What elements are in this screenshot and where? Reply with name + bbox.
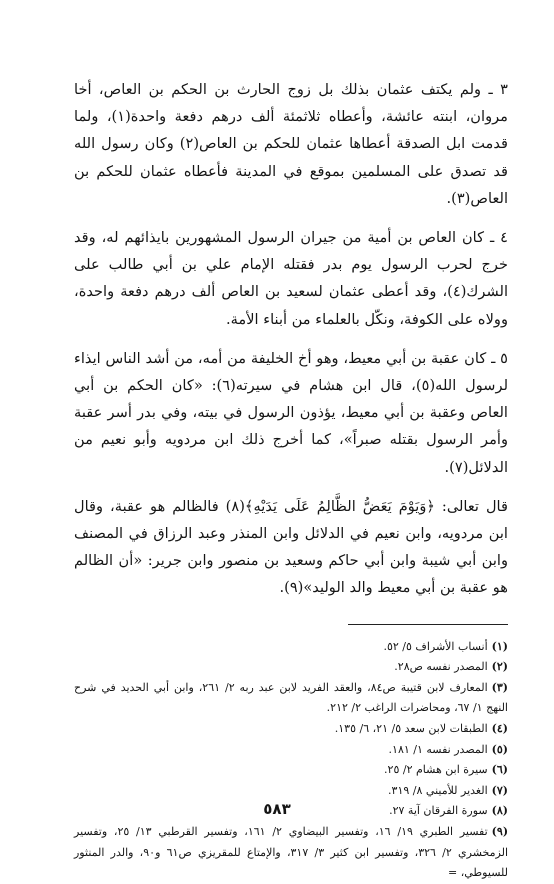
footnote xyxy=(74,657,508,678)
footnote-number: (٣) xyxy=(491,680,508,694)
footnote-number: (١) xyxy=(491,639,508,653)
footnote-number: (٢) xyxy=(491,660,508,674)
footnote xyxy=(74,822,508,884)
footnote-text: الطبقات لابن سعد ٥/ ٢١، ٦/ ١٣٥. xyxy=(334,722,488,736)
paragraph-5: ٥ ـ كان عقبة بن أبي معيط، وهو أخ الخليفة من أمه، من أشد الناس ايذاء لرسول الله(٥)، قال ابن هشام في سيرته(٦): «كان الحكم بن أبي العاص وعقبة بن أبي معيط، يؤذون الرسول في بيته، وفي بدر أسر عقبة وأمر الرسول بقتله صبراً»، كما أخرج ذلك ابن مردويه وأبو نعيم من الدلائل(٧). xyxy=(74,349,509,476)
footnote-text: أنساب الأشراف ٥/ ٥٢. xyxy=(383,639,488,653)
footnote-number: (٩) xyxy=(491,825,509,838)
footnote xyxy=(74,719,508,740)
footnote-text: تفسير الطبري ١٩/ ١٦، وتفسير البيضاوي ٢/ ١٦١، وتفسير القرطبي ١٣/ ٢٥، وتفسير الزمخشري ٢/ ٣٢٦، وتفسير ابن كثير ٣/ ٣١٧، والإمتاع للمقريزي ص٦١ و٩٠، والدر المنثور للسيوطي، = xyxy=(74,825,509,880)
footnote-number: (٨) xyxy=(491,804,508,818)
footnote xyxy=(74,760,508,781)
footnote xyxy=(74,740,508,761)
footnote-text: المصدر نفسه ص٢٨. xyxy=(394,660,488,674)
footnote-text: سيرة ابن هشام ٢/ ٢٥. xyxy=(384,763,488,777)
footnote-text: المعارف لابن قتيبة ص٨٤، والعقد الفريد لابن عبد ربه ٢/ ٢٦١، وابن أبي الحديد في شرح النهج ١/ ٦٧، ومحاضرات الراغب ٢/ ٢١٢. xyxy=(74,680,508,715)
paragraph-quran-quote: قال تعالى: ﴿وَيَوْمَ يَعَضُّ الظَّالِمُ عَلَى يَدَيْهِ﴾(٨) فالظالم هو عقبة، وقال ابن مردويه، وابن نعيم في الدلائل وابن المنذر وعبد الرزاق في المصنف وابن أبي شيبة وابن أبي حاكم وسعيد بن منصور وابن جرير: «أن الظالم هو عقبة بن أبي معيط والد الوليد»(٩). xyxy=(74,497,508,597)
footnote-text: الغدير للأميني ٨/ ٣١٩. xyxy=(388,783,488,797)
footnote-number: (٦) xyxy=(491,763,508,777)
footnote xyxy=(74,781,508,802)
footnote xyxy=(74,637,508,658)
paragraph-3: ٣ ـ ولم يكتف عثمان بذلك بل زوج الحارث بن الحكم بن العاص، أخا مروان، ابنته عائشة، وأعطاه ثلاثمئة ألف درهم دفعة واحدة(١)، ولما قدمت ابل الصدقة أعطاها عثمان للحكم بن العاص(٢) وكان رسول الله قد تصدق على المسلمين بموقع في المدينة فأعطاه عثمان للحكم بن العاص(٣). xyxy=(74,81,508,207)
footnote-number: (٤) xyxy=(491,722,508,736)
main-text xyxy=(74,76,508,602)
paragraph-4: ٤ ـ كان العاص بن أمية من جيران الرسول المشهورين بايذائهم له، وقد خرج لحرب الرسول يوم بدر فقتله الإمام علي بن أبي طالب على الشرك(٤)، وقد أعطى عثمان لسعيد بن العاص ألف درهم دفعة واحدة، وولاه على الكوفة، ونكّل بالعلماء من أبناء الأمة. xyxy=(74,229,508,328)
footnote-number: (٧) xyxy=(491,783,508,797)
footnote xyxy=(74,678,508,719)
footnote-text: المصدر نفسه ١/ ١٨١. xyxy=(388,742,488,756)
footnote-text: سورة الفرقان آية ٢٧. xyxy=(389,804,488,818)
footnote-number: (٥) xyxy=(491,742,508,756)
footnotes-list xyxy=(74,637,508,884)
footnote-divider xyxy=(348,624,508,625)
page-number: ٥٨٣ xyxy=(263,800,291,818)
